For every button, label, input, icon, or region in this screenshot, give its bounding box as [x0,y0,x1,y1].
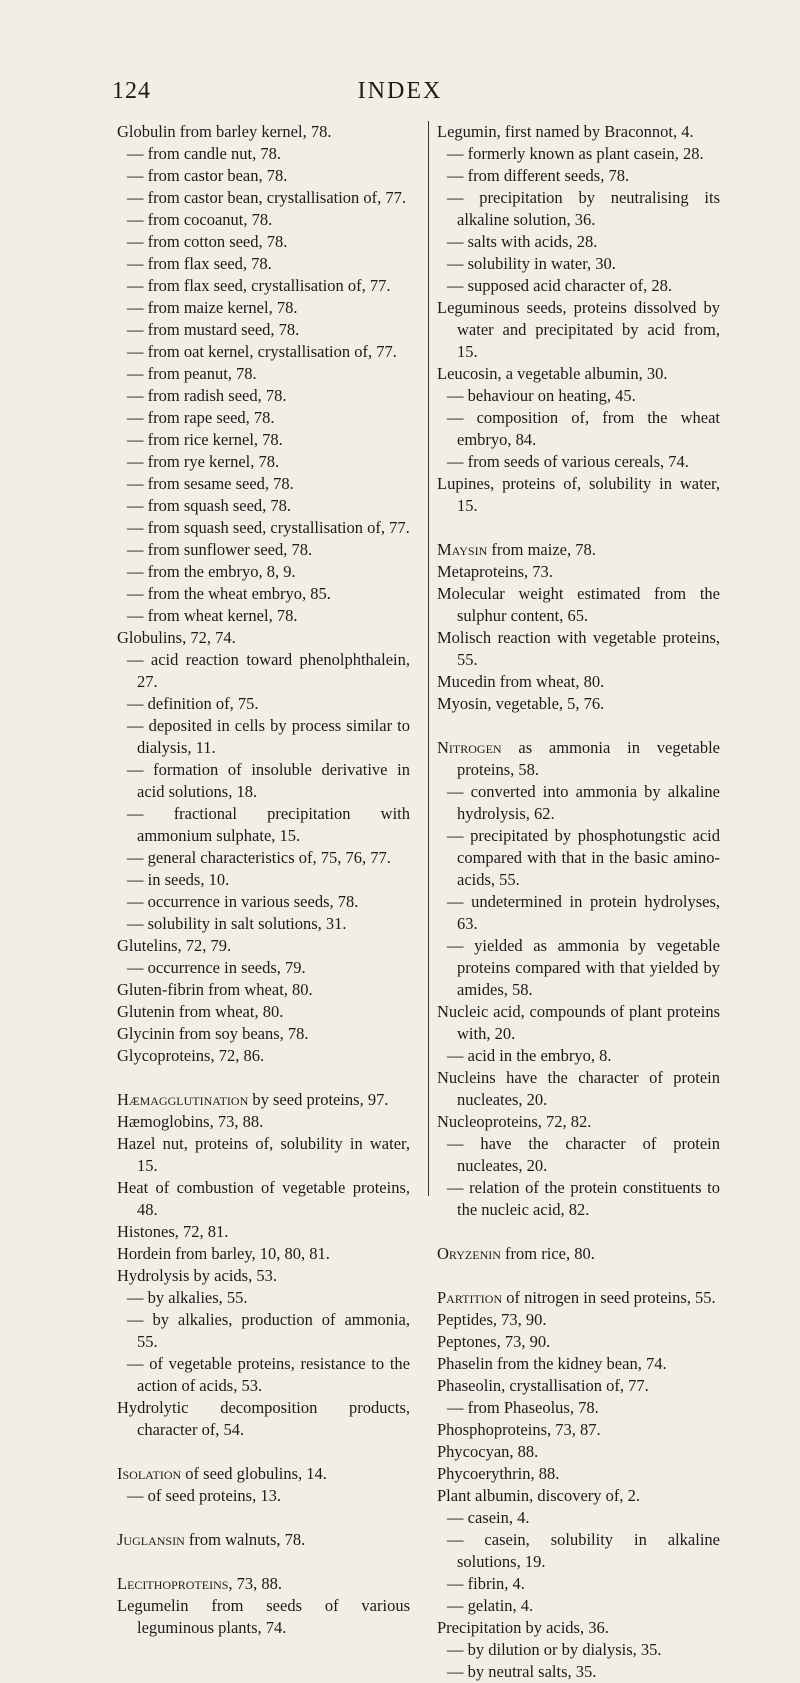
index-subentry: — by alkalies, production of ammonia, 55. [127,1310,410,1351]
index-entry: Glycinin from soy beans, 78. [117,1024,309,1043]
index-subentry: — solubility in salt solutions, 31. [127,914,347,933]
index-subentry: — occurrence in seeds, 79. [127,958,306,977]
index-subentry: — from mustard seed, 78. [127,320,300,339]
index-subentry: — have the character of protein nucleates, 20. [447,1134,720,1175]
index-letter-heading: Maysin [437,540,488,559]
index-subentry: — by dilution or by dialysis, 35. [447,1640,662,1659]
index-letter-heading: Juglansin [117,1530,185,1549]
index-entry-text: from maize, 78. [487,540,596,559]
index-subentry: — from rice kernel, 78. [127,430,283,449]
index-subentry: — general characteristics of, 75, 76, 77. [127,848,391,867]
index-entry: Metaproteins, 73. [437,562,553,581]
page-header [0,78,800,112]
index-entry [437,539,720,561]
index-entry: Hydrolytic decomposition products, character of, 54. [117,1398,410,1439]
index-subentry: — salts with acids, 28. [447,232,598,251]
index-entry-text: by seed proteins, 97. [248,1090,389,1109]
index-subentry: — from sesame seed, 78. [127,474,294,493]
index-entry: Phosphoproteins, 73, 87. [437,1420,601,1439]
index-entry: Phaseolin, crystallisation of, 77. [437,1376,649,1395]
index-entry [117,1573,410,1595]
index-entry: Phaselin from the kidney bean, 74. [437,1354,667,1373]
index-subentry: — formerly known as plant casein, 28. [447,144,704,163]
index-entry: Heat of combustion of vegetable proteins, 48. [117,1178,410,1219]
index-subentry: — fractional precipitation with ammonium sulphate, 15. [127,804,410,845]
index-entry [437,1287,720,1309]
index-entry-text: of seed globulins, 14. [181,1464,327,1483]
index-subentry: — from rape seed, 78. [127,408,275,427]
index-subentry: — from castor bean, crystallisation of, 77. [127,188,407,207]
index-entry [117,1529,410,1551]
index-entry: Nucleic acid, compounds of plant proteins with, 20. [437,1002,720,1043]
index-subentry: — from squash seed, crystallisation of, 77. [127,518,410,537]
page-title: INDEX [357,78,443,104]
index-subentry: — fibrin, 4. [447,1574,525,1593]
index-subentry: — deposited in cells by process similar to dialysis, 11. [127,716,410,757]
index-subentry: — from seeds of various cereals, 74. [447,452,689,471]
index-entry: Legumelin from seeds of various leguminous plants, 74. [117,1596,410,1637]
index-entry: Plant albumin, discovery of, 2. [437,1486,641,1505]
index-subentry: — behaviour on heating, 45. [447,386,636,405]
index-entry: Globulins, 72, 74. [117,628,236,647]
index-subentry: — from cotton seed, 78. [127,232,288,251]
index-entry [117,1463,410,1485]
index-subentry: — supposed acid character of, 28. [447,276,672,295]
index-entry: Precipitation by acids, 36. [437,1618,609,1637]
index-subentry: — precipitation by neutralising its alkaline solution, 36. [447,188,720,229]
index-entry: Nucleoproteins, 72, 82. [437,1112,592,1131]
index-subentry: — from radish seed, 78. [127,386,287,405]
index-subentry: — occurrence in various seeds, 78. [127,892,359,911]
index-letter-heading: Oryzenin [437,1244,501,1263]
index-subentry: — precipitated by phosphotungstic acid compared with that in the basic amino-acids, 55. [447,826,720,889]
index-entry: Hæmoglobins, 73, 88. [117,1112,264,1131]
index-entry [437,1243,720,1265]
index-entry [117,1089,410,1111]
index-entry: Peptones, 73, 90. [437,1332,551,1351]
index-subentry: — by neutral salts, 35. [447,1662,597,1681]
index-letter-heading: Nitrogen [437,738,502,757]
index-subentry: — composition of, from the wheat embryo, 84. [447,408,720,449]
index-subentry: — of seed proteins, 13. [127,1486,281,1505]
index-entry: Lupines, proteins of, solubility in water, 15. [437,474,720,515]
index-subentry: — undetermined in protein hydrolyses, 63. [447,892,720,933]
index-subentry: — by alkalies, 55. [127,1288,248,1307]
index-entry: Globulin from barley kernel, 78. [117,122,332,141]
index-entry: Molecular weight estimated from the sulphur content, 65. [437,584,720,625]
index-subentry: — from oat kernel, crystallisation of, 77. [127,342,397,361]
index-entry: Phycoerythrin, 88. [437,1464,560,1483]
index-letter-heading: Isolation [117,1464,182,1483]
index-subentry: — of vegetable proteins, resistance to the action of acids, 53. [127,1354,410,1395]
index-entry-text: as ammonia in vegetable proteins, 58. [457,738,720,779]
index-subentry: — from different seeds, 78. [447,166,630,185]
index-entry [437,737,720,781]
index-entry: Myosin, vegetable, 5, 76. [437,694,605,713]
index-entry: Phycocyan, 88. [437,1442,539,1461]
index-subentry: — definition of, 75. [127,694,259,713]
index-subentry: — from rye kernel, 78. [127,452,280,471]
index-subentry: — acid reaction toward phenolphthalein, 27. [127,650,410,691]
index-subentry: — from cocoanut, 78. [127,210,273,229]
index-subentry: — from sunflower seed, 78. [127,540,313,559]
index-column-left [117,121,410,1639]
index-subentry: — from peanut, 78. [127,364,257,383]
index-entry-text: from rice, 80. [500,1244,595,1263]
index-subentry: — formation of insoluble derivative in acid solutions, 18. [127,760,410,801]
index-subentry: — casein, solubility in alkaline solutions, 19. [447,1530,720,1571]
index-subentry: — from candle nut, 78. [127,144,281,163]
index-subentry: — from wheat kernel, 78. [127,606,298,625]
index-entry: Glutenin from wheat, 80. [117,1002,284,1021]
index-subentry: — in seeds, 10. [127,870,230,889]
index-letter-heading: Partition [437,1288,503,1307]
index-entry: Mucedin from wheat, 80. [437,672,605,691]
index-entry: Leucosin, a vegetable albumin, 30. [437,364,668,383]
index-entry-text: , 73, 88. [228,1574,283,1593]
index-subentry: — from Phaseolus, 78. [447,1398,599,1417]
index-entry: Glycoproteins, 72, 86. [117,1046,265,1065]
index-subentry: — gelatin, 4. [447,1596,534,1615]
index-subentry: — from flax seed, 78. [127,254,272,273]
index-subentry: — converted into ammonia by alkaline hydrolysis, 62. [447,782,720,823]
index-entry: Leguminous seeds, proteins dissolved by water and precipitated by acid from, 15. [437,298,720,361]
index-entry: Gluten-fibrin from wheat, 80. [117,980,313,999]
index-entry: Hazel nut, proteins of, solubility in water, 15. [117,1134,410,1175]
index-subentry: — casein, 4. [447,1508,530,1527]
index-entry: Peptides, 73, 90. [437,1310,547,1329]
index-subentry: — from the wheat embryo, 85. [127,584,331,603]
index-subentry: — solubility in water, 30. [447,254,616,273]
index-entry: Glutelins, 72, 79. [117,936,232,955]
index-subentry: — from squash seed, 78. [127,496,292,515]
index-entry: Legumin, first named by Braconnot, 4. [437,122,694,141]
index-subentry: — from maize kernel, 78. [127,298,298,317]
index-subentry: — from the embryo, 8, 9. [127,562,296,581]
index-entry: Molisch reaction with vegetable proteins, 55. [437,628,720,669]
index-entry-text: of nitrogen in seed proteins, 55. [502,1288,716,1307]
index-subentry: — acid in the embryo, 8. [447,1046,612,1065]
index-subentry: — yielded as ammonia by vegetable proteins compared with that yielded by amides, 58. [447,936,720,999]
index-subentry: — from flax seed, crystallisation of, 77. [127,276,391,295]
index-entry: Histones, 72, 81. [117,1222,229,1241]
index-subentry: — from castor bean, 78. [127,166,288,185]
index-entry: Nucleins have the character of protein nucleates, 20. [437,1068,720,1109]
index-entry: Hordein from barley, 10, 80, 81. [117,1244,330,1263]
index-letter-heading: Lecithoproteins [117,1574,229,1593]
page-number: 124 [112,78,151,104]
index-letter-heading: Hæmagglutination [117,1090,249,1109]
index-column-right [428,121,720,1681]
index-entry: Hydrolysis by acids, 53. [117,1266,277,1285]
index-subentry: — relation of the protein constituents to the nucleic acid, 82. [447,1178,720,1219]
index-entry-text: from walnuts, 78. [184,1530,306,1549]
